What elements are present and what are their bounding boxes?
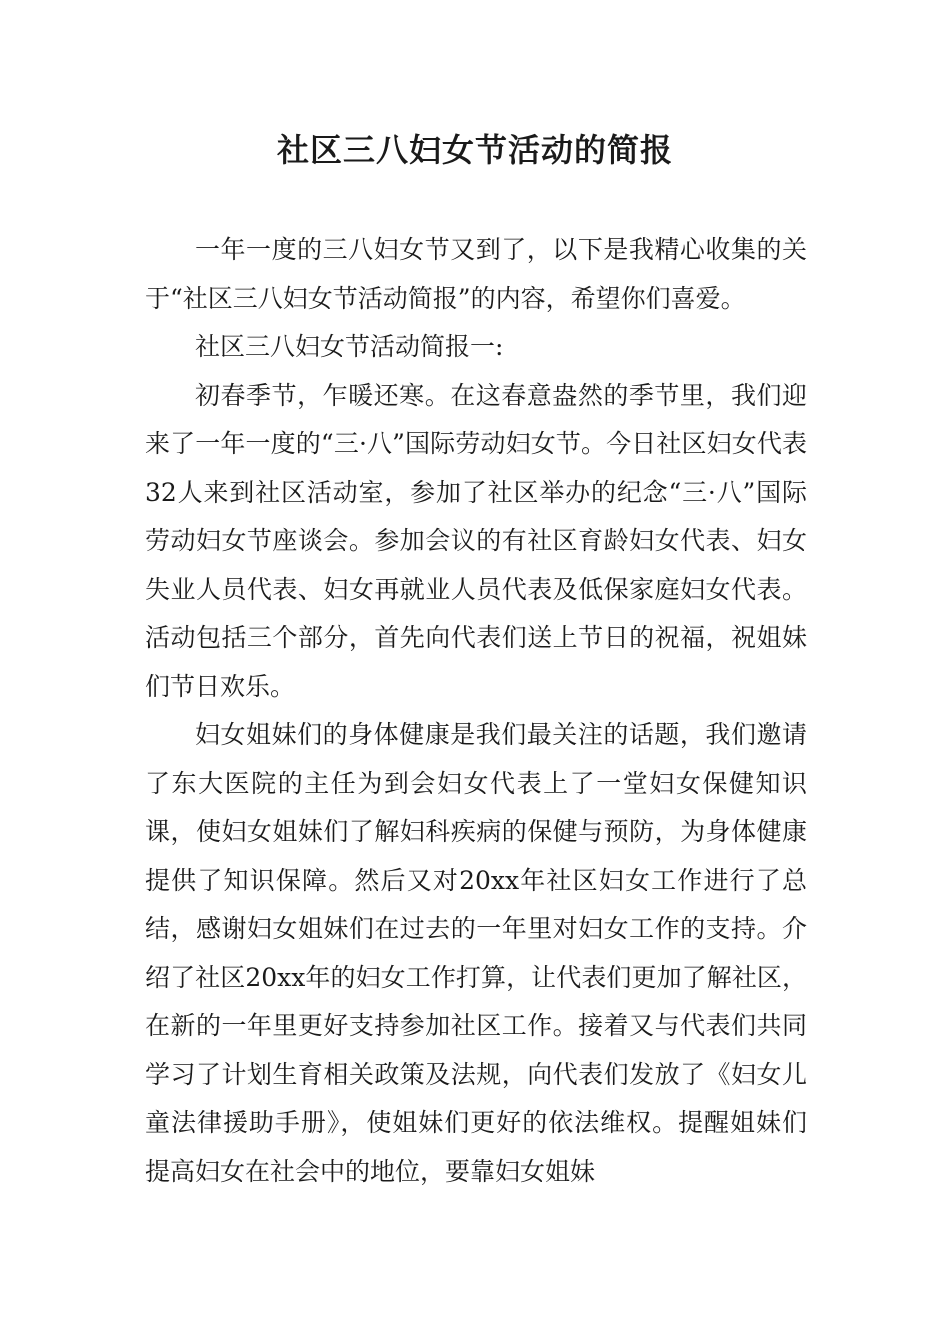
paragraph-intro: 一年一度的三八妇女节又到了，以下是我精心收集的关于“社区三八妇女节活动简报”的内容，希望你们喜爱。 xyxy=(145,235,807,313)
paragraph-section-heading: 社区三八妇女节活动简报一: xyxy=(195,332,504,361)
document-title: 社区三八妇女节活动的简报 xyxy=(276,131,673,169)
paragraph-health: 妇女姐妹们的身体健康是我们最关注的话题，我们邀请了东大医院的主任为到会妇女代表上了一堂妇女保健知识课，使妇女姐妹们了解妇科疾病的保健与预防，为身体健康提供了知识保障。然后又对20xx年社区妇女工作进行了总结，感谢妇女姐妹们在过去的一年里对妇女工作的支持。介绍了社区20xx年的妇女工作打算，让代表们更加了解社区，在新的一年里更好支持参加社区工作。接着又与代表们共同学习了计划生育相关政策及法规，向代表们发放了《妇女儿童法律援助手册》，使姐妹们更好的依法维权。提醒姐妹们提高妇女在社会中的地位，要靠妇女姐妹 xyxy=(145,720,807,1186)
document-body xyxy=(145,226,807,1196)
paragraph-event: 初春季节，乍暖还寒。在这春意盎然的季节里，我们迎来了一年一度的“三·八”国际劳动妇女节。今日社区妇女代表32人来到社区活动室，参加了社区举办的纪念“三·八”国际劳动妇女节座谈会。参加会议的有社区育龄妇女代表、妇女失业人员代表、妇女再就业人员代表及低保家庭妇女代表。活动包括三个部分，首先向代表们送上节日的祝福，祝姐妹们节日欢乐。 xyxy=(145,380,807,701)
